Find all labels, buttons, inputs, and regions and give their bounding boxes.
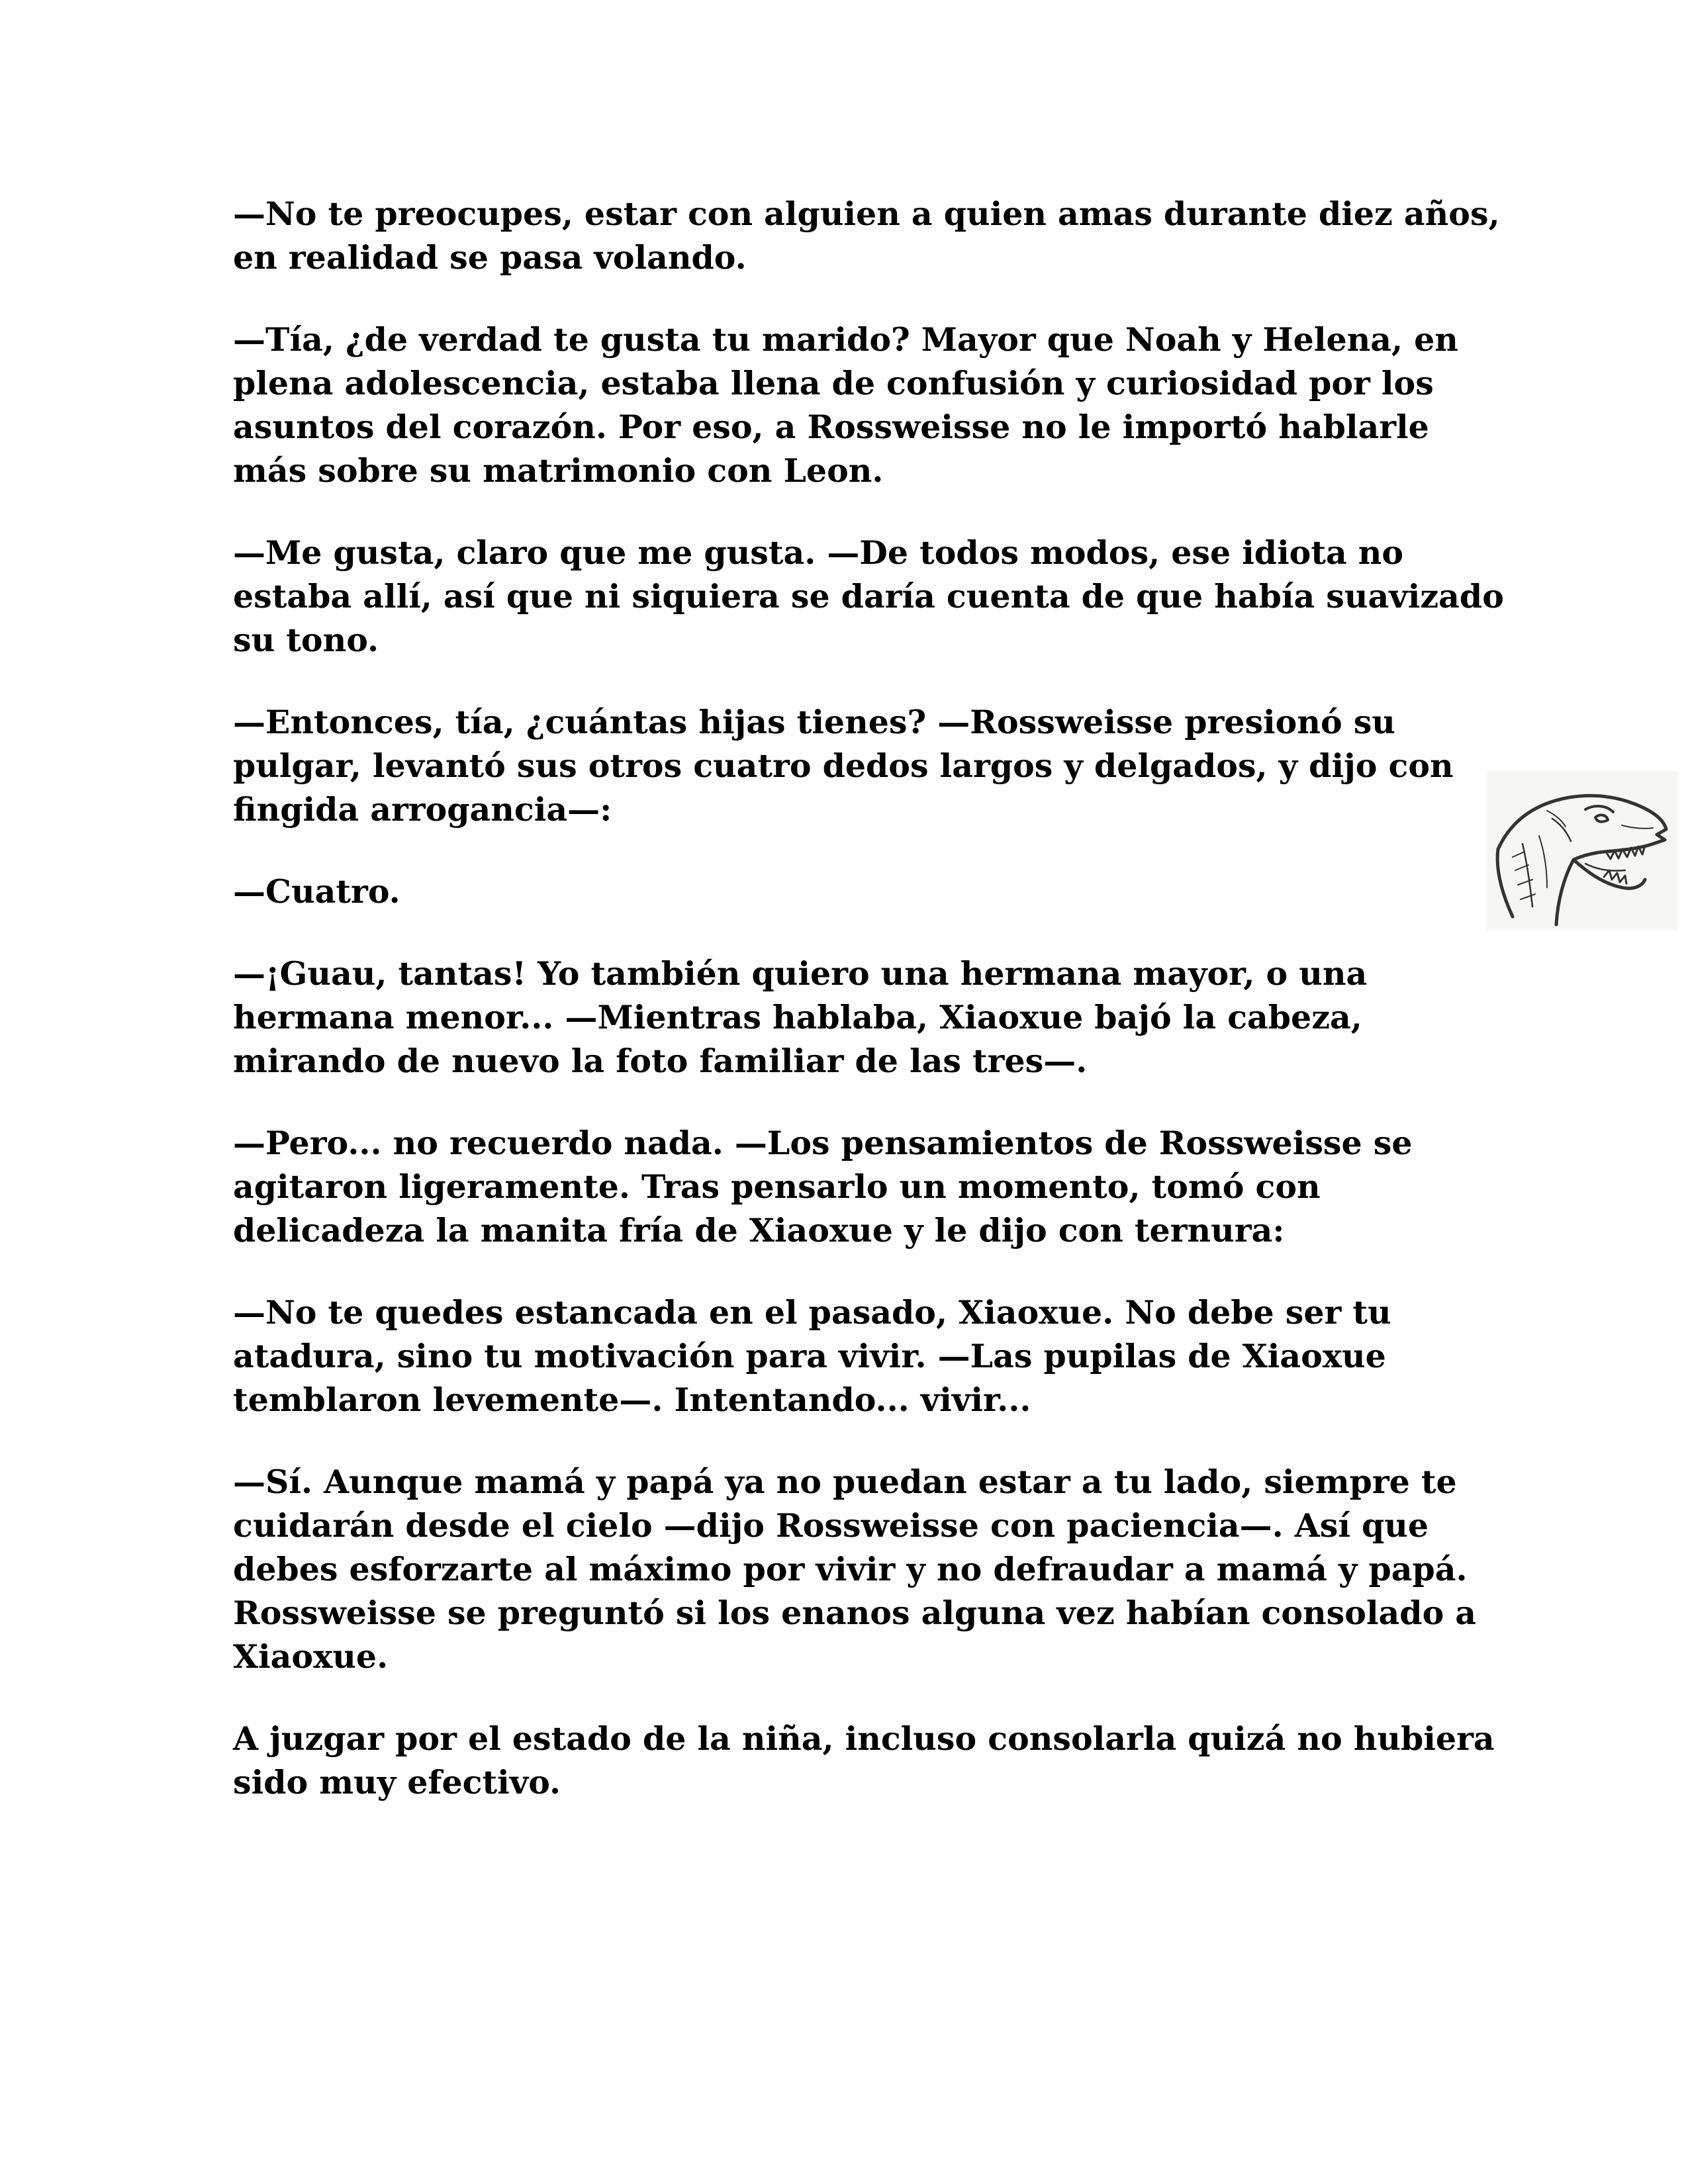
paragraph-9: —Sí. Aunque mamá y papá ya no puedan estar a tu lado, siempre te cuidarán desde el cielo —dijo Rossweisse con paciencia—. Así que debes esforzarte al máximo por vivir y no defraudar a mamá y papá. Rossweisse se preguntó si los enanos alguna vez habían consolado a Xiaoxue. xyxy=(233,1463,1477,1676)
paragraph-7: —Pero... no recuerdo nada. —Los pensamientos de Rossweisse se agitaron ligeramente. Tras pensarlo un momento, tomó con delicadeza la manita fría de Xiaoxue y le dijo con ternura: xyxy=(233,1124,1413,1250)
paragraph-3: —Me gusta, claro que me gusta. —De todos modos, ese idiota no estaba allí, así que ni siquiera se daría cuenta de que había suavizado su tono. xyxy=(233,533,1504,659)
paragraph-6: —¡Guau, tantas! Yo también quiero una hermana mayor, o una hermana menor... —Mientras hablaba, Xiaoxue bajó la cabeza, mirando de nuevo la foto familiar de las tres—. xyxy=(233,954,1368,1080)
paragraph-4: —Entonces, tía, ¿cuántas hijas tienes? —Rossweisse presionó su pulgar, levantó sus otros cuatro dedos largos y delgados, y dijo con fingida arrogancia—: xyxy=(233,703,1454,829)
body-text xyxy=(233,192,1504,1843)
dinosaur-head-sketch-icon xyxy=(1486,771,1678,930)
paragraph-10: A juzgar por el estado de la niña, incluso consolarla quizá no hubiera sido muy efectivo. xyxy=(233,1719,1495,1801)
paragraph-2: —Tía, ¿de verdad te gusta tu marido? Mayor que Noah y Helena, en plena adolescencia, estaba llena de confusión y curiosidad por los asuntos del corazón. Por eso, a Rossweisse no le importó hablarle más sobre su matrimonio con Leon. xyxy=(233,320,1458,490)
paragraph-5: —Cuatro. xyxy=(233,872,400,911)
paragraph-1: —No te preocupes, estar con alguien a quien amas durante diez años, en realidad se pasa volando. xyxy=(233,195,1500,277)
paragraph-8: —No te quedes estancada en el pasado, Xiaoxue. No debe ser tu atadura, sino tu motivación para vivir. —Las pupilas de Xiaoxue temblaron levemente—. Intentando... vivir... xyxy=(233,1293,1391,1419)
